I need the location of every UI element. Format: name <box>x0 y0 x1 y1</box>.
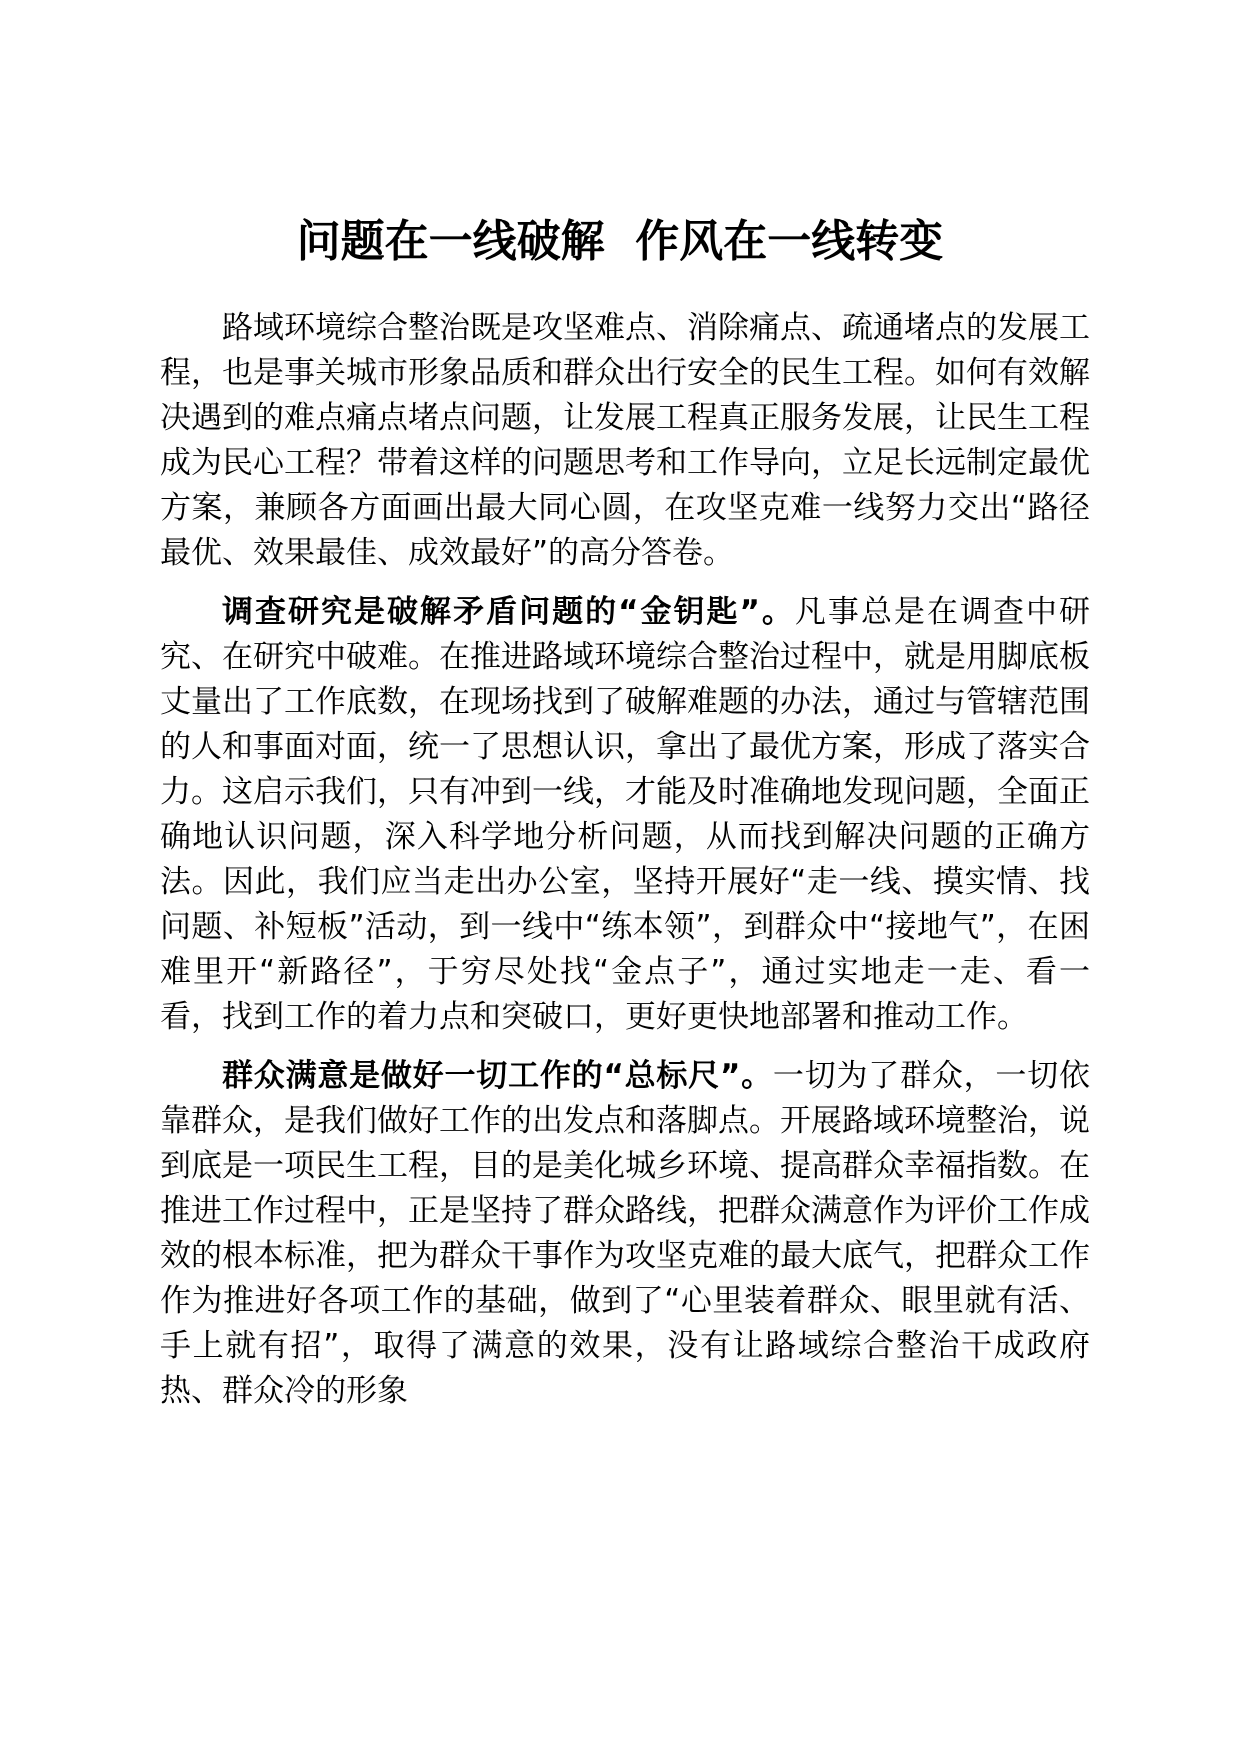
paragraph-satisfaction <box>160 1054 1090 1414</box>
document-title: 问题在一线破解 作风在一线转变 <box>296 216 944 267</box>
paragraph-lead: 群众满意是做好一切工作的“总标尺”。 <box>222 1058 773 1094</box>
paragraph-text: 凡事总是在调查中研究、在研究中破难。在推进路域环境综合整治过程中，就是用脚底板丈量出了工作底数，在现场找到了破解难题的办法，通过与管辖范围的人和事面对面，统一了思想认识，拿出了最优方案，形成了落实合力。这启示我们，只有冲到一线，才能及时准确地发现问题，全面正确地认识问题，深入科学地分析问题，从而找到解决问题的正确方法。因此，我们应当走出办公室，坚持开展好“走一线、摸实情、找问题、补短板”活动，到一线中“练本领”，到群众中“接地气”，在困难里开“新路径”，于穷尽处找“金点子”，通过实地走一走、看一看，找到工作的着力点和突破口，更好更快地部署和推动工作。 <box>160 594 1090 1035</box>
paragraph-lead: 调查研究是破解矛盾问题的“金钥匙”。 <box>222 594 795 630</box>
paragraph-text: 路域环境综合整治既是攻坚难点、消除痛点、疏通堵点的发展工程，也是事关城市形象品质和群众出行安全的民生工程。如何有效解决遇到的难点痛点堵点问题，让发展工程真正服务发展，让民生工程成为民心工程？带着这样的问题思考和工作导向，立足长远制定最优方案，兼顾各方面画出最大同心圆，在攻坚克难一线努力交出“路径最优、效果最佳、成效最好”的高分答卷。 <box>160 310 1090 571</box>
paragraph-text: 一切为了群众，一切依靠群众，是我们做好工作的出发点和落脚点。开展路域环境整治，说到底是一项民生工程，目的是美化城乡环境、提高群众幸福指数。在推进工作过程中，正是坚持了群众路线，把群众满意作为评价工作成效的根本标准，把为群众干事作为攻坚克难的最大底气，把群众工作作为推进好各项工作的基础，做到了“心里装着群众、眼里就有活、手上就有招”，取得了满意的效果，没有让路域综合整治干成政府热、群众冷的形象 <box>160 1058 1091 1409</box>
paragraph-intro <box>160 306 1090 576</box>
paragraph-investigation <box>160 590 1090 1040</box>
document-body <box>160 306 1090 1428</box>
